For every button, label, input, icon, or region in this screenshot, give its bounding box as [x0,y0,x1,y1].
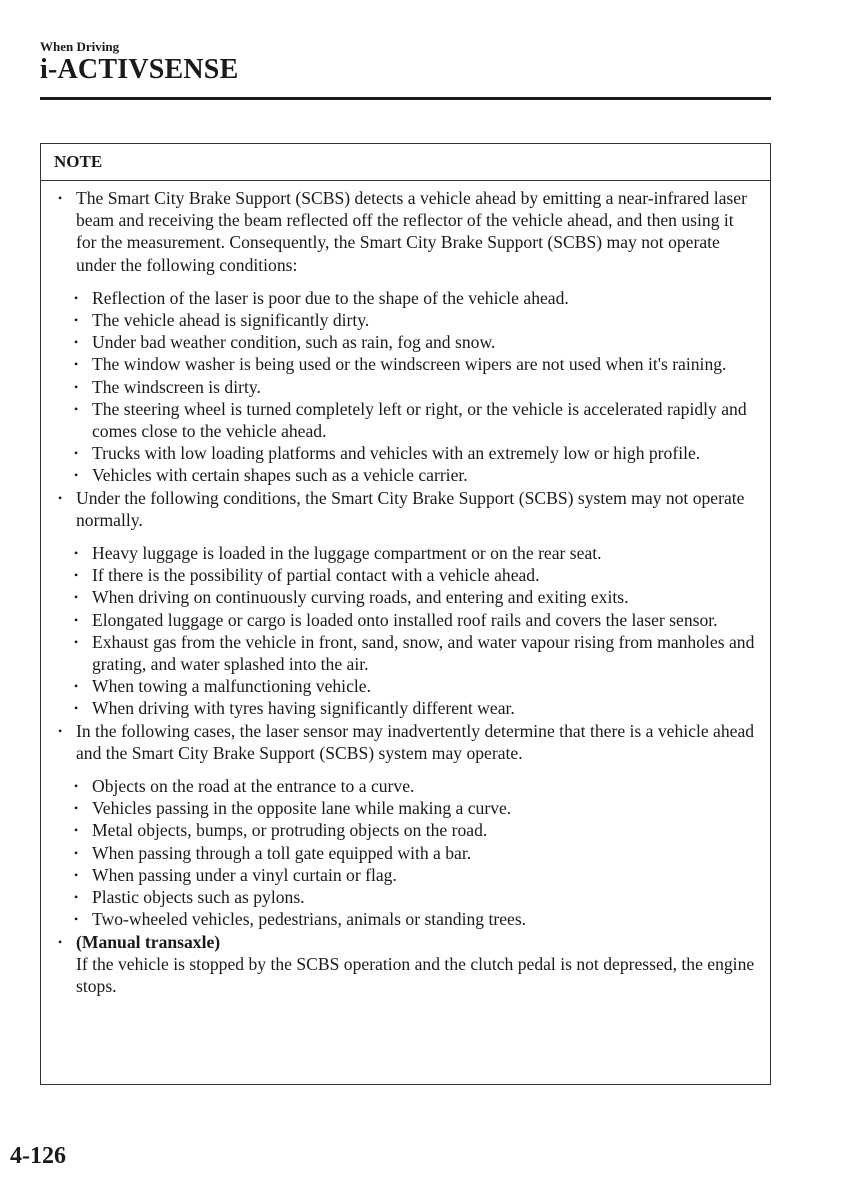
note-sub-bullet: • The vehicle ahead is significantly dirty. [58,309,758,331]
note-sub-bullet: • Exhaust gas from the vehicle in front, sand, snow, and water vapour rising from manholes and grating, and water splashed into the air. [58,631,758,675]
manual-transaxle-text: If the vehicle is stopped by the SCBS operation and the clutch pedal is not depressed, the engine stops. [76,953,755,996]
note-sub-bullet: • Two-wheeled vehicles, pedestrians, animals or standing trees. [58,908,758,930]
page-number: 4-126 [10,1143,66,1169]
note-box [40,143,771,1085]
title-rule [40,97,771,100]
note-sub-bullet: • When driving with tyres having significantly different wear. [58,697,758,719]
note-bullet: • Under the following conditions, the Smart City Brake Support (SCBS) system may not operate normally. [58,487,758,531]
manual-transaxle-label: • (Manual transaxle) [76,931,221,952]
note-sub-bullet: • Elongated luggage or cargo is loaded onto installed roof rails and covers the laser sensor. [58,609,758,631]
note-sub-bullet: • When passing through a toll gate equipped with a bar. [58,842,758,864]
note-sub-bullet: • The window washer is being used or the windscreen wipers are not used when it's raining. [58,353,758,375]
note-sub-bullet: • When passing under a vinyl curtain or flag. [58,864,758,886]
note-sub-bullet: • Under bad weather condition, such as rain, fog and snow. [58,331,758,353]
note-sub-bullet: • Vehicles with certain shapes such as a vehicle carrier. [58,464,758,486]
note-bullet: • In the following cases, the laser sensor may inadvertently determine that there is a vehicle ahead and the Smart City Brake Support (SCBS) system may operate. [58,720,758,764]
note-sub-bullet: • Plastic objects such as pylons. [58,886,758,908]
manual-transaxle-bullet [58,931,758,998]
note-sub-bullet: • Vehicles passing in the opposite lane while making a curve. [58,797,758,819]
note-heading: NOTE [41,144,770,181]
note-body [41,181,770,997]
note-sub-bullet: • Trucks with low loading platforms and vehicles with an extremely low or high profile. [58,442,758,464]
note-sub-bullet: • Reflection of the laser is poor due to the shape of the vehicle ahead. [58,287,758,309]
note-sub-bullet: • When driving on continuously curving roads, and entering and exiting exits. [58,586,758,608]
page-title: i-ACTIVSENSE [40,54,239,85]
note-sub-bullet: • The steering wheel is turned completely left or right, or the vehicle is accelerated rapidly and comes close to the vehicle ahead. [58,398,758,442]
note-sub-bullet: • Metal objects, bumps, or protruding objects on the road. [58,819,758,841]
section-label: When Driving [40,39,120,54]
note-bullet: • The Smart City Brake Support (SCBS) detects a vehicle ahead by emitting a near-infrared laser beam and receiving the beam reflected off the reflector of the vehicle ahead, and then using it for the measurement. Consequently, the Smart City Brake Support (SCBS) may not operate under the following conditions: [58,187,758,276]
note-sub-bullet: • Heavy luggage is loaded in the luggage compartment or on the rear seat. [58,542,758,564]
note-sub-bullet: • The windscreen is dirty. [58,376,758,398]
note-sub-bullet: • Objects on the road at the entrance to a curve. [58,775,758,797]
note-sub-bullet: • If there is the possibility of partial contact with a vehicle ahead. [58,564,758,586]
note-sub-bullet: • When towing a malfunctioning vehicle. [58,675,758,697]
